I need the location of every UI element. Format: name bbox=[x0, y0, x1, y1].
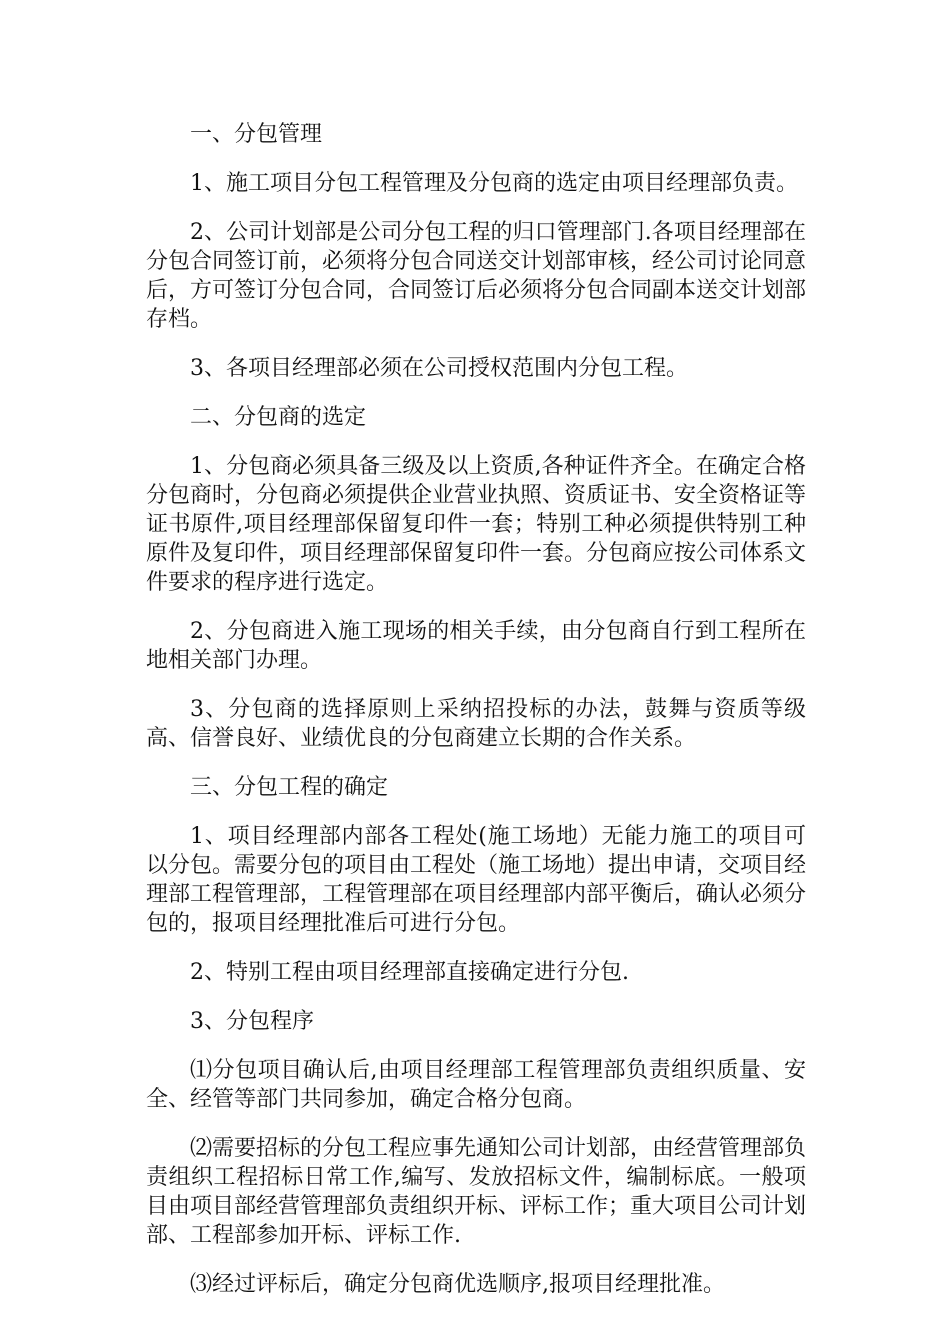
paragraph: 1、项目经理部内部各工程处(施工场地）无能力施工的项目可以分包。需要分包的项目由工程处（施工场地）提出申请，交项目经理部工程管理部，工程管理部在项目经理部内部平衡后，确认必须分包的，报项目经理批准后可进行分包。 bbox=[146, 824, 807, 936]
paragraph: 2、分包商进入施工现场的相关手续，由分包商自行到工程所在地相关部门办理。 bbox=[146, 619, 806, 673]
paragraph: ⑶经过评标后，确定分包商优选顺序,报项目经理批准。 bbox=[190, 1272, 725, 1297]
subsection-heading-subcontract-procedure: 3、分包程序 bbox=[190, 1009, 314, 1034]
document-body bbox=[146, 120, 806, 1319]
paragraph: ⑵需要招标的分包工程应事先通知公司计划部，由经营管理部负责组织工程招标日常工作,编写、发放招标文件，编制标底。一般项目由项目部经营管理部负责组织开标、评标工作；重大项目公司计划部、工程部参加开标、评标工作. bbox=[146, 1136, 807, 1248]
section-heading-subcontract-determination: 三、分包工程的确定 bbox=[190, 775, 389, 800]
section-heading-subcontractor-selection: 二、分包商的选定 bbox=[190, 405, 367, 430]
section-heading-subcontract-management: 一、分包管理 bbox=[190, 122, 323, 147]
paragraph: 2、特别工程由项目经理部直接确定进行分包. bbox=[190, 960, 629, 985]
paragraph: 2、公司计划部是公司分包工程的归口管理部门.各项目经理部在分包合同签订前，必须将分包合同送交计划部审核，经公司讨论同意后，方可签订分包合同，合同签订后必须将分包合同副本送交计划部存档。 bbox=[146, 220, 807, 332]
paragraph: 3、分包商的选择原则上采纳招投标的办法，鼓舞与资质等级高、信誉良好、业绩优良的分包商建立长期的合作关系。 bbox=[146, 697, 806, 751]
paragraph: 1、分包商必须具备三级及以上资质,各种证件齐全。在确定合格分包商时，分包商必须提供企业营业执照、资质证书、安全资格证等证书原件,项目经理部保留复印件一套；特别工种必须提供特别工种原件及复印件，项目经理部保留复印件一套。分包商应按公司体系文件要求的程序进行选定。 bbox=[146, 454, 807, 595]
paragraph: 1、施工项目分包工程管理及分包商的选定由项目经理部负责。 bbox=[190, 171, 798, 196]
paragraph: ⑴分包项目确认后,由项目经理部工程管理部负责组织质量、安全、经管等部门共同参加，确定合格分包商。 bbox=[146, 1058, 806, 1112]
paragraph: 3、各项目经理部必须在公司授权范围内分包工程。 bbox=[190, 356, 688, 381]
